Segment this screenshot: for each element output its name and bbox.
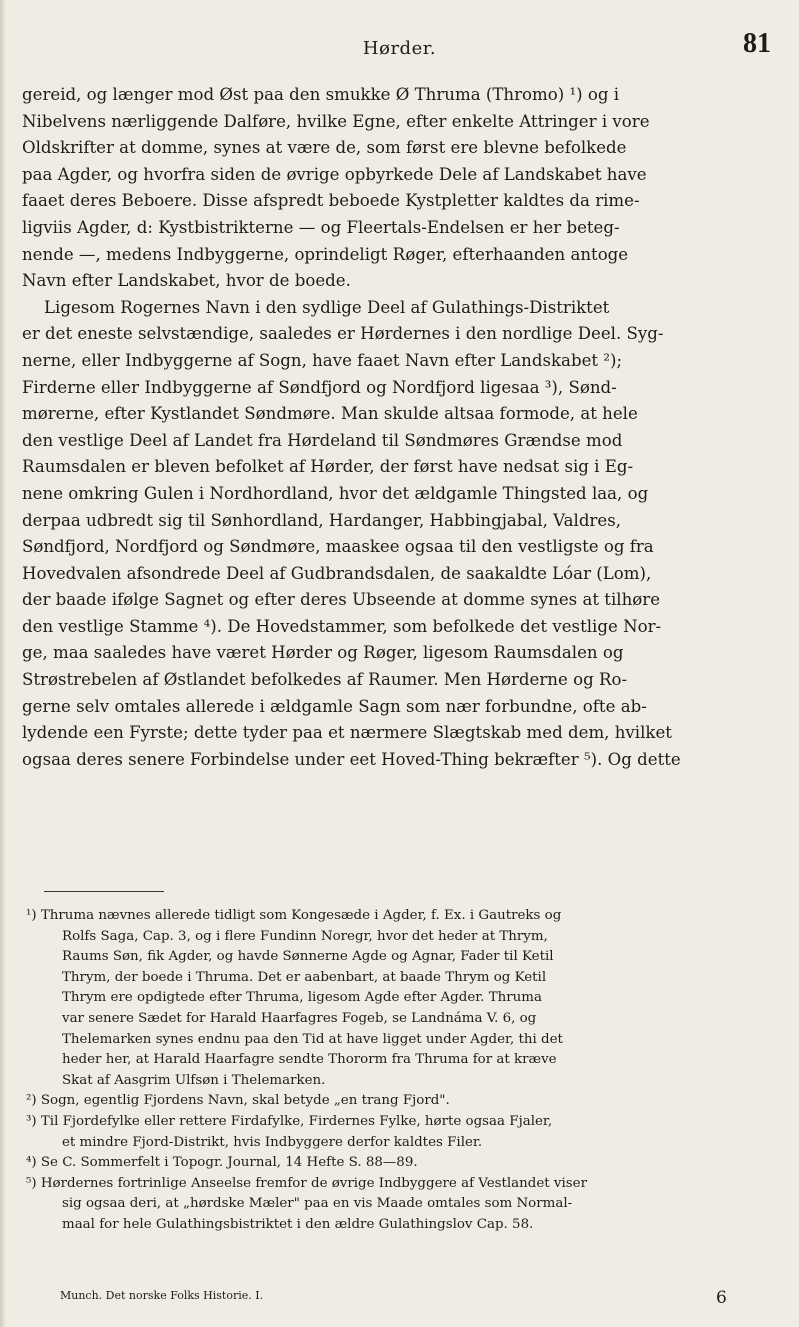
body-line: ligviis Agder, d: Kystbistrikterne — og Fleertals-Endelsen er her beteg-	[22, 217, 620, 237]
footnote-line: Rolfs Saga, Cap. 3, og i flere Fundinn Noregr, hvor det heder at Thrym,	[62, 928, 548, 944]
running-header: Hørder.	[362, 38, 437, 59]
body-line: Hovedvalen afsondrede Deel af Gudbrandsdalen, de saakaldte Lóar (Lom),	[22, 563, 652, 583]
body-line: Raumsdalen er bleven befolket af Hørder, der først have nedsat sig i Eg-	[22, 457, 634, 477]
body-line: Søndfjord, Nordfjord og Søndmøre, maaskee ogsaa til den vestligste og fra	[22, 537, 654, 557]
footnote-line: sig ogsaa deri, at „hørdske Mæler" paa en vis Maade omtales som Normal-	[62, 1196, 573, 1212]
body-line: faaet deres Beboere. Disse afspredt beboede Kystpletter kaldtes da rime-	[22, 191, 640, 211]
body-line: lydende een Fyrste; dette tyder paa et nærmere Slægtskab med dem, hvilket	[22, 723, 672, 743]
printer-signature: Munch. Det norske Folks Historie. I.	[60, 1289, 264, 1302]
body-line: Navn efter Landskabet, hvor de boede.	[22, 271, 351, 291]
footnote-line: ⁴) Se C. Sommerfelt i Topogr. Journal, 14 Hefte S. 88—89.	[26, 1155, 418, 1171]
footnote-line: heder her, at Harald Haarfagre sendte Thororm fra Thruma for at kræve	[62, 1052, 557, 1068]
footnote-line: Thrym, der boede i Thruma. Det er aabenbart, at baade Thrym og Ketil	[62, 969, 547, 985]
footnote-line: Thelemarken synes endnu paa den Tid at have ligget under Agder, thi det	[62, 1031, 563, 1047]
body-line: nende —, medens Indbyggerne, oprindeligt Røger, efterhaanden antoge	[22, 244, 629, 264]
body-line: nerne, eller Indbyggerne af Sogn, have faaet Navn efter Landskabet ²);	[22, 350, 623, 370]
body-line: paa Agder, og hvorfra siden de øvrige opbyrkede Dele af Landskabet have	[22, 164, 647, 184]
body-line: den vestlige Deel af Landet fra Hørdeland til Søndmøres Grændse mod	[22, 430, 623, 450]
body-line: Ligesom Rogernes Navn i den sydlige Deel af Gulathings-Distriktet	[44, 297, 610, 317]
footnote	[26, 1174, 782, 1236]
footnote	[26, 1091, 782, 1112]
body-line: mørerne, efter Kystlandet Søndmøre. Man skulde altsaa formode, at hele	[22, 404, 638, 424]
body-text	[22, 82, 780, 773]
body-line: der baade ifølge Sagnet og efter deres Ubseende at domme synes at tilhøre	[22, 590, 661, 610]
footnote	[26, 1112, 782, 1153]
body-line: den vestlige Stamme ⁴). De Hovedstammer, som befolkede det vestlige Nor-	[22, 616, 662, 636]
page-number: 81	[743, 28, 771, 59]
footnote-line: Raums Søn, fik Agder, og havde Sønnerne Agde og Agnar, Fader til Ketil	[62, 949, 554, 965]
body-line: gerne selv omtales allerede i ældgamle Sagn som nær forbundne, ofte ab-	[22, 696, 647, 716]
body-line: ge, maa saaledes have været Hørder og Røger, ligesom Raumsdalen og	[22, 643, 624, 663]
footnote	[26, 906, 782, 1091]
footnote-line: ⁵) Hørdernes fortrinlige Anseelse fremfor de øvrige Indbyggere af Vestlandet viser	[26, 1175, 587, 1191]
body-line: er det eneste selvstændige, saaledes er Hørdernes i den nordlige Deel. Syg-	[22, 324, 664, 344]
body-line: Nibelvens nærliggende Dalføre, hvilke Egne, efter enkelte Attringer i vore	[22, 111, 650, 131]
footnote-line: ³) Til Fjordefylke eller rettere Firdafylke, Firdernes Fylke, hørte ogsaa Fjaler,	[26, 1113, 553, 1129]
body-line: gereid, og længer mod Øst paa den smukke Ø Thruma (Thromo) ¹) og i	[22, 85, 620, 104]
footnote-line: Skat af Aasgrim Ulfsøn i Thelemarken.	[62, 1072, 326, 1088]
footnote-line: ¹) Thruma nævnes allerede tidligt som Kongesæde i Agder, f. Ex. i Gautreks og	[26, 908, 562, 923]
footnote-line: Thrym ere opdigtede efter Thruma, ligesom Agde efter Agder. Thruma	[62, 990, 542, 1006]
footnote-line: et mindre Fjord-Distrikt, hvis Indbyggere derfor kaldtes Filer.	[62, 1134, 483, 1150]
body-line: nene omkring Gulen i Nordhordland, hvor det ældgamle Thingsted laa, og	[22, 483, 649, 503]
footnotes	[26, 906, 782, 1236]
body-line: Firderne eller Indbyggerne af Søndfjord og Nordfjord ligesaa ³), Sønd-	[22, 377, 617, 397]
body-line: Strøstrebelen af Østlandet befolkedes af Raumer. Men Hørderne og Ro-	[22, 670, 628, 690]
footnote-line: var senere Sædet for Harald Haarfagres Fogeb, se Landnáma V. 6, og	[62, 1010, 537, 1026]
footnote-line: maal for hele Gulathingsbistriktet i den ældre Gulathingslov Cap. 58.	[62, 1216, 534, 1232]
signature-mark: 6	[716, 1288, 727, 1308]
body-line: derpaa udbredt sig til Sønhordland, Hardanger, Habbingjabal, Valdres,	[22, 510, 621, 530]
footnote-line: ²) Sogn, egentlig Fjordens Navn, skal betyde „en trang Fjord".	[26, 1093, 450, 1109]
footnote	[26, 1153, 782, 1174]
body-line: Oldskrifter at domme, synes at være de, som først ere blevne befolkede	[22, 138, 627, 158]
body-line: ogsaa deres senere Forbindelse under eet Hoved-Thing bekræfter ⁵). Og dette	[22, 749, 681, 769]
footnote-rule	[44, 891, 164, 892]
